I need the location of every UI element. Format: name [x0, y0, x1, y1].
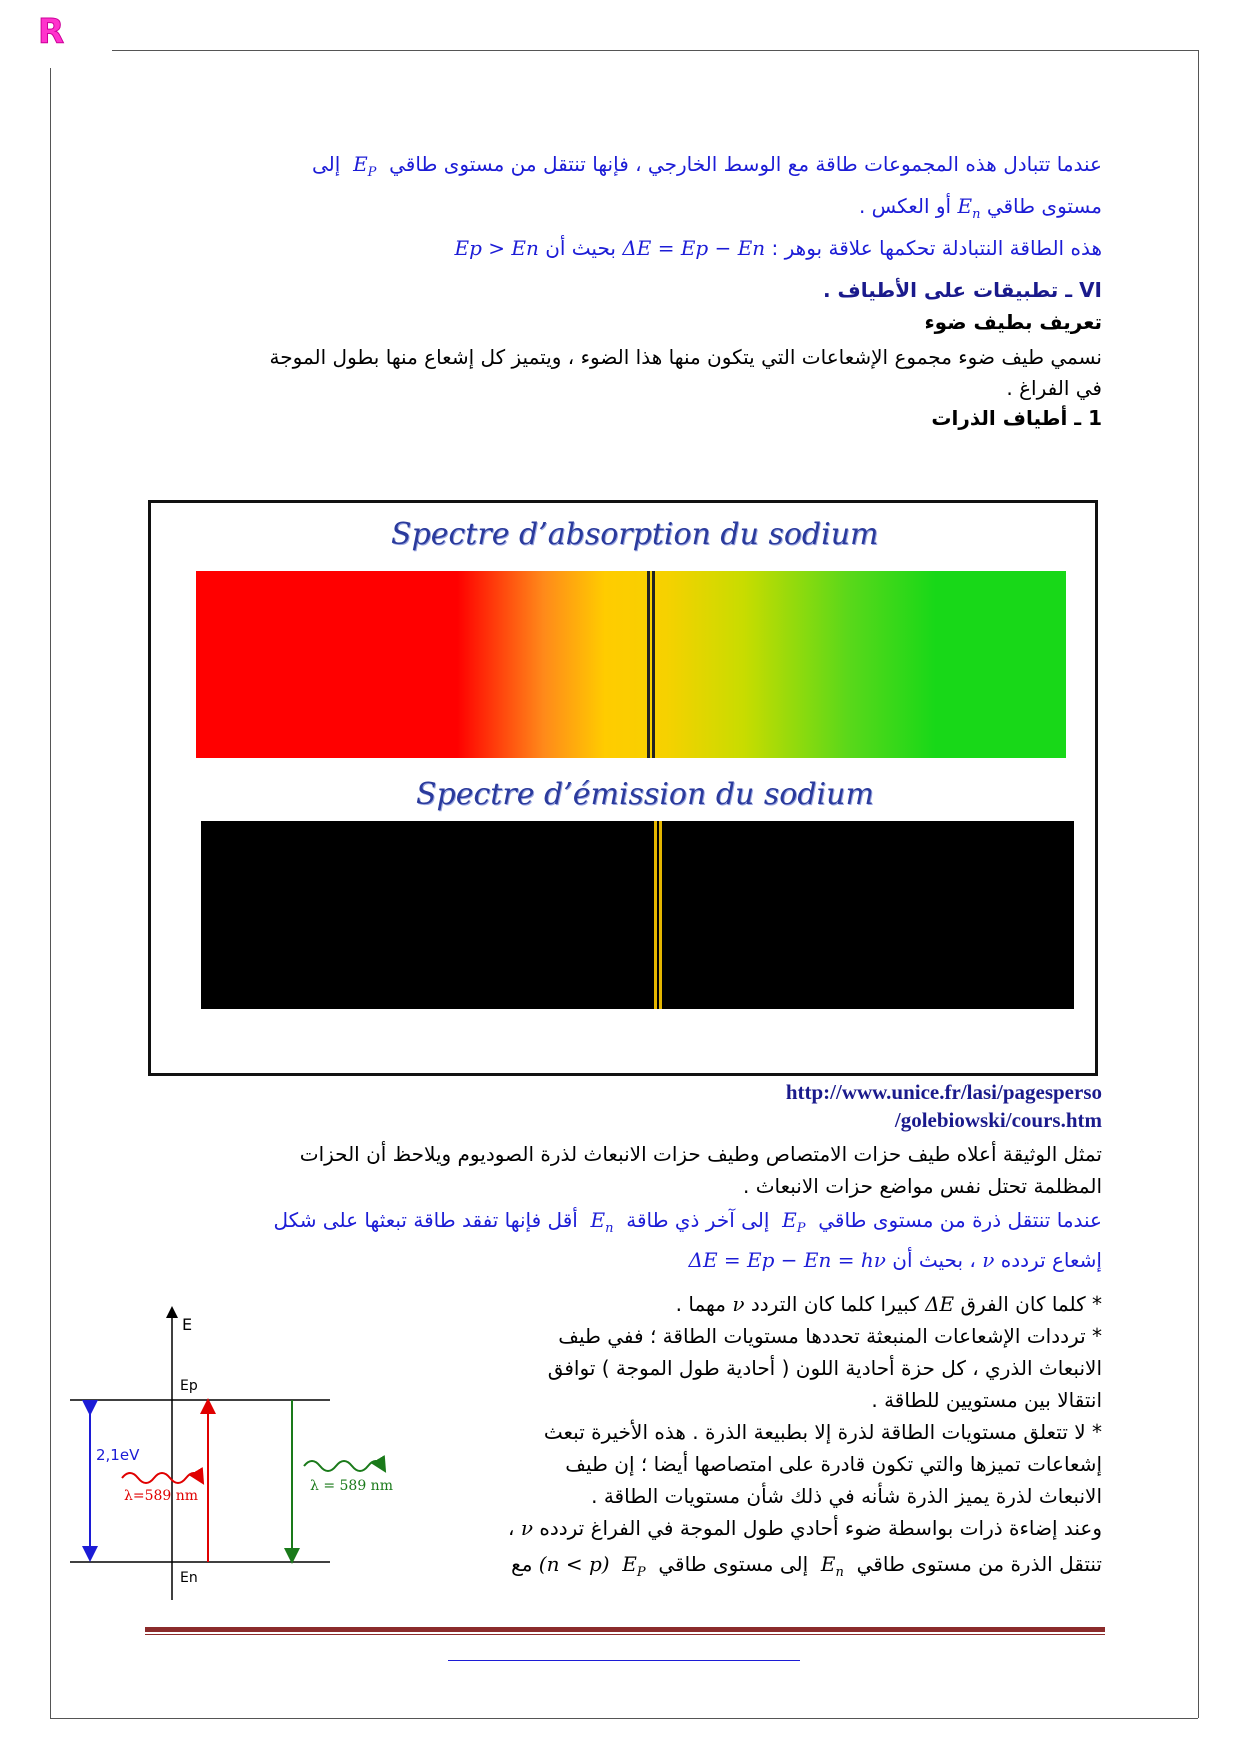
bullet-3-line-3: الانبعاث لذرة يميز الذرة شأنه في ذلك شأن مستويات الطاقة . — [591, 1484, 1102, 1508]
atomic-spectra-heading: 1 ـ أطياف الذرات — [931, 406, 1102, 430]
frame-left-border — [50, 68, 51, 1718]
footer-rule-thick — [145, 1627, 1105, 1632]
frame-top-border — [112, 50, 1198, 51]
exchange-text-d: أو العكس . — [858, 194, 952, 218]
upper-level-label: Ep — [180, 1378, 198, 1394]
emission-line-2: إشعاع تردده ν ، بحيث أن ΔE = Ep − En = hν — [688, 1248, 1102, 1272]
bullet-2-line-1: * ترددات الإشعاعات المنبعثة تحددها مستويات الطاقة ؛ ففي طيف — [558, 1324, 1102, 1348]
bullet-3-line-1: * لا تتعلق مستويات الطاقة لذرة إلا بطبيعة الذرة . هذه الأخيرة تبعث — [543, 1420, 1102, 1444]
emission-yellow-line-2 — [659, 821, 662, 1009]
bohr-line — [454, 234, 1102, 262]
absorbed-wavelength-label: λ=589 nm — [124, 1488, 199, 1504]
figure-description-1: تمثل الوثيقة أعلاه طيف حزات الامتصاص وطيف حزات الانبعاث لذرة الصوديوم ويلاحظ أن الحزات — [299, 1142, 1102, 1166]
absorption-dark-line-2 — [652, 571, 655, 758]
emitted-wavelength-label: λ = 589 nm — [310, 1478, 393, 1494]
energy-axis-label: E — [182, 1315, 193, 1334]
exchange-line-2 — [859, 192, 1102, 229]
footer-blue-line — [448, 1660, 800, 1661]
emitted-photon-wave — [304, 1461, 382, 1471]
figure-description-2: المظلمة تحتل نفس مواضع حزات الانبعاث . — [742, 1174, 1102, 1198]
exchange-line-1 — [312, 150, 1102, 187]
exchange-text-a: عندما تتبادل هذه المجموعات طاقة مع الوسط الخارجي ، فإنها تنتقل من مستوى طاقي — [389, 152, 1102, 176]
absorption-dark-line-1 — [647, 571, 650, 758]
absorption-title: Spectre d’absorption du sodium — [391, 517, 879, 552]
energy-level-diagram — [60, 1300, 420, 1620]
definition-title: تعريف بطيف ضوء — [924, 310, 1102, 334]
bullet-4-line-2: تنتقل الذرة من مستوى طاقي $E_n$ إلى مستوى طاقي $E_P$ (n < p) مع — [511, 1552, 1102, 1580]
emission-line-1: عندما تنتقل ذرة من مستوى طاقي $E_P$ إلى آخر ذي طاقة $E_n$ أقل فإنها تفقد طاقة تبعثها على شكل — [273, 1208, 1102, 1236]
bohr-relation: ΔE = Ep − En — [622, 236, 766, 260]
footer-rule-thin — [145, 1634, 1105, 1635]
section-heading: VI ـ تطبيقات على الأطياف . — [822, 278, 1102, 302]
bullet-1: * كلما كان الفرق ΔE كبيرا كلما كان التردد ν مهما . — [675, 1292, 1102, 1316]
source-url-line-2: /golebiowski/cours.htm — [894, 1108, 1102, 1132]
bullet-4-line-1: وعند إضاءة ذرات بواسطة ضوء أحادي طول الموجة في الفراغ تردده ν ، — [508, 1516, 1102, 1540]
emission-spectrum-band — [201, 821, 1074, 1009]
bullet-2-line-2: الانبعاث الذري ، كل حزة أحادية اللون ( أحادية طول الموجة ) توافق — [547, 1356, 1102, 1380]
logo: R — [38, 12, 65, 52]
math-ep: $E_P$ — [353, 152, 377, 180]
frame-bottom-border — [50, 1718, 1198, 1719]
lower-level-label: En — [180, 1570, 198, 1586]
bullet-3-line-2: إشعاعات تميزها والتي تكون قادرة على امتصاصها أيضا ؛ إن طيف — [565, 1452, 1102, 1476]
absorption-spectrum-band — [196, 571, 1066, 758]
definition-line-1: نسمي طيف ضوء مجموع الإشعاعات التي يتكون منها هذا الضوء ، ويتميز كل إشعاع منها بطول الموجة — [269, 345, 1102, 369]
source-url-line-1: http://www.unice.fr/lasi/pagesperso — [785, 1080, 1102, 1104]
absorbed-photon-wave — [122, 1473, 200, 1483]
sodium-spectra-figure — [148, 500, 1098, 1076]
bohr-text-b: بحيث أن — [545, 236, 616, 260]
energy-gap-label: 2,1eV — [96, 1446, 140, 1464]
math-en: $E_n$ — [957, 194, 981, 222]
exchange-text-c: مستوى طاقي — [986, 194, 1102, 218]
definition-line-2: في الفراغ . — [1006, 376, 1102, 400]
exchange-text-b: إلى — [312, 152, 341, 176]
bullet-2-line-3: انتقالا بين مستويين للطاقة . — [871, 1388, 1102, 1412]
frame-right-border — [1198, 50, 1199, 1718]
emission-yellow-line-1 — [654, 821, 657, 1009]
bohr-condition: Ep > En — [454, 236, 539, 260]
emission-title: Spectre d’émission du sodium — [416, 777, 874, 812]
bohr-text-a: هذه الطاقة النتبادلة تحكمها علاقة بوهر : — [771, 236, 1102, 260]
